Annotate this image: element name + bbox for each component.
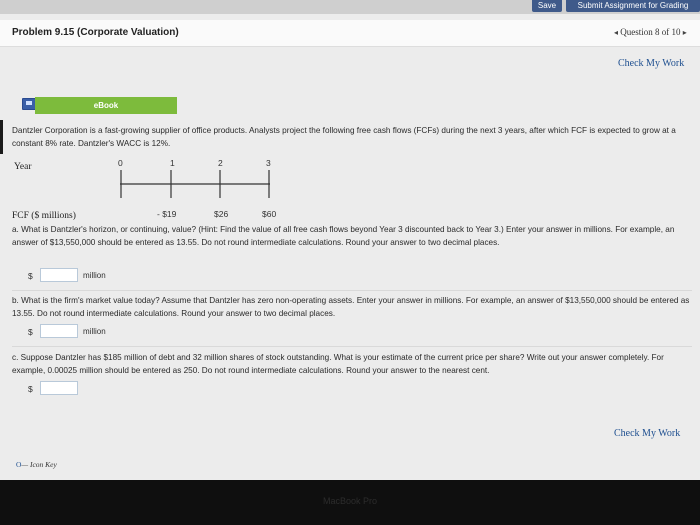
year-label: Year	[14, 162, 32, 172]
year-0: 0	[118, 158, 123, 168]
top-bar	[0, 0, 700, 14]
problem-title: Problem 9.15 (Corporate Valuation)	[12, 27, 179, 38]
submit-assignment-button[interactable]: Submit Assignment for Grading	[566, 0, 700, 12]
question-c-text: c. Suppose Dantzler has $185 million of debt and 32 million shares of stock outstanding. What is your estimate of the current price per share? Write out your answer completely. For example, 0.00025 million should be entered as 250. Do not round intermediate calculations. Round your answer to the nearest cent.	[12, 353, 664, 375]
problem-intro: Dantzler Corporation is a fast-growing supplier of office products. Analysts project the following free cash flows (FCFs) during the next 3 years, after which FCF is expected to grow at a constant 8% rate. Dantzler's WACC is 12%.	[12, 126, 676, 148]
question-a-text: a. What is Dantzler's horizon, or continuing, value? (Hint: Find the value of all free cash flows beyond Year 3 discounted back to Year 3.) Enter your answer in millions. For example, an answer of $13,550,000 should be entered as 13.55. Do not round intermediate calculations. Round your answer to two decimal places.	[12, 225, 675, 247]
fcf-label: FCF ($ millions)	[12, 211, 76, 221]
check-my-work-top-link[interactable]: Check My Work	[618, 58, 685, 69]
year-2: 2	[218, 158, 223, 168]
question-c-answer-input[interactable]	[40, 381, 78, 395]
check-my-work-bottom-link[interactable]: Check My Work	[614, 428, 681, 439]
cash-flow-timeline	[110, 168, 280, 200]
icon-key-label: Icon Key	[29, 460, 57, 469]
key-icon: O	[16, 460, 22, 469]
next-question-icon[interactable]: ▸	[682, 28, 687, 37]
ebook-icon[interactable]	[22, 98, 36, 110]
question-b-text: b. What is the firm's market value today? Assume that Dantzler has zero non-operating assets. Enter your answer in millions. For example, an answer of $13,550,000 should be entered as 13.55. Do not round intermediate calculations. Round your answer to two decimal places.	[12, 296, 690, 318]
device-brand: MacBook Pro	[322, 496, 378, 506]
fcf-year-2: $26	[214, 209, 229, 219]
divider-b-c	[12, 346, 692, 347]
fcf-year-1: - $19	[157, 209, 177, 219]
save-button[interactable]: Save	[532, 0, 562, 12]
year-3: 3	[266, 158, 271, 168]
ebook-button[interactable]: eBook	[35, 97, 177, 114]
fcf-year-3: $60	[262, 209, 277, 219]
side-marker	[0, 120, 3, 154]
question-b-currency: $	[28, 327, 33, 337]
divider-a-b	[12, 290, 692, 291]
question-counter: Question 8 of 10	[620, 27, 681, 37]
icon-key-link[interactable]: O— Icon Key	[16, 460, 57, 469]
question-a-answer-input[interactable]	[40, 268, 78, 282]
question-a-unit: million	[83, 271, 106, 280]
question-b-unit: million	[83, 327, 106, 336]
question-navigation[interactable]	[614, 27, 687, 37]
prev-question-icon[interactable]: ◂	[614, 28, 619, 37]
year-1: 1	[170, 158, 175, 168]
question-c-currency: $	[28, 384, 33, 394]
question-b-answer-input[interactable]	[40, 324, 78, 338]
question-a-currency: $	[28, 271, 33, 281]
